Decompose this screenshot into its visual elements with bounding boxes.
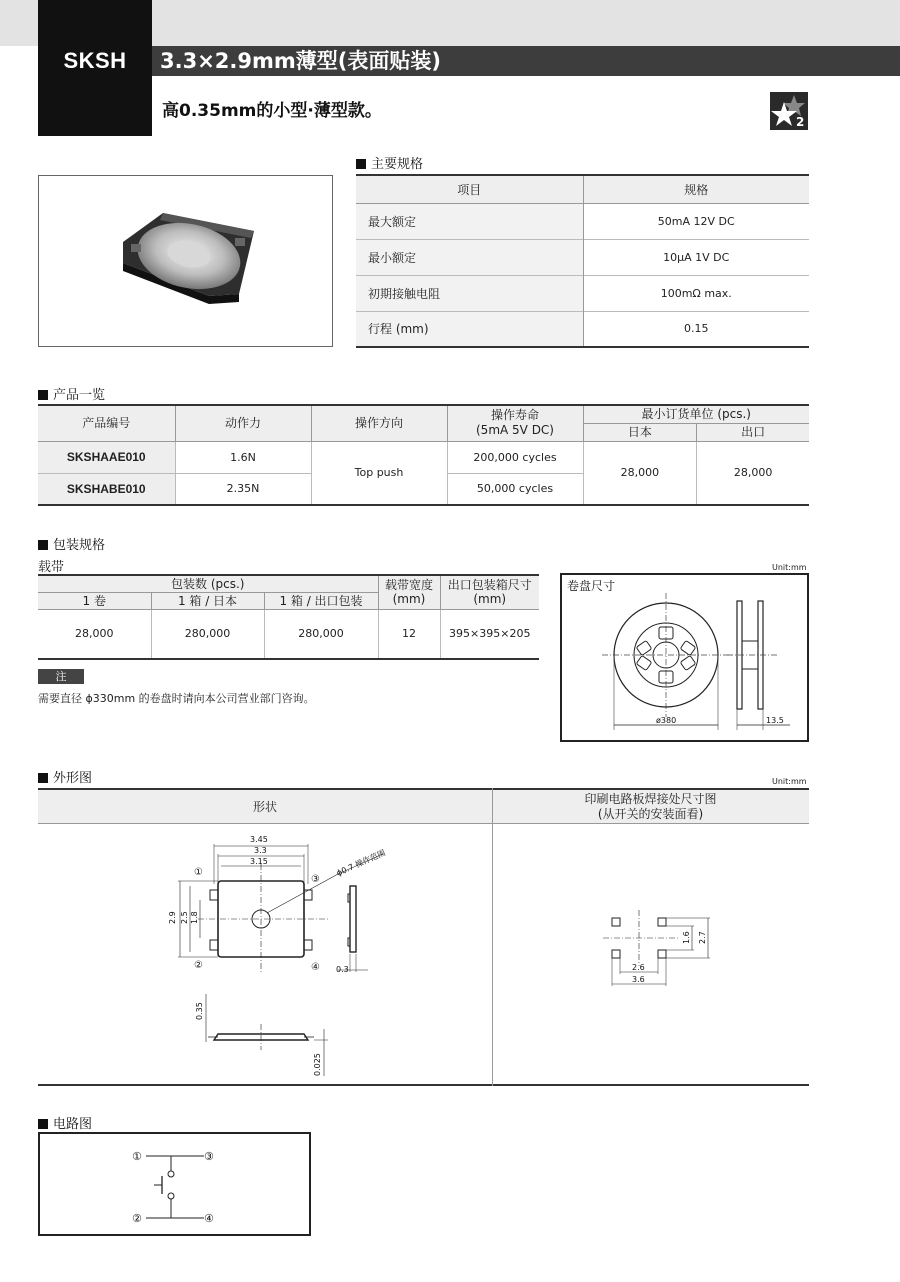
dim-w3: 3.15 — [250, 857, 268, 866]
table-row: 最小额定 10μA 1V DC — [356, 239, 809, 275]
dim-w2: 3.3 — [254, 846, 267, 855]
terminal-3: ③ — [204, 1150, 214, 1163]
pin-3: ③ — [311, 874, 320, 885]
pcb-dim-b: 2.7 — [698, 931, 707, 944]
table-row: 初期接触电阻 100mΩ max. — [356, 275, 809, 311]
product-photo — [38, 175, 333, 347]
square-bullet-icon — [38, 773, 48, 783]
reel-title: 卷盘尺寸 — [567, 579, 616, 593]
product-title: 3.3×2.9mm薄型(表面贴装) — [152, 46, 900, 76]
col-code: 产品编号 — [38, 405, 175, 441]
table-row: 最大额定 50mA 12V DC — [356, 203, 809, 239]
table-row: 行程 (mm) 0.15 — [356, 311, 809, 347]
note-tag: 注 — [38, 669, 84, 684]
col-box-jp: 1 箱 / 日本 — [151, 592, 264, 609]
packaging-heading: 包装规格 — [38, 534, 105, 553]
col-box-dim: 出口包装箱尺寸 (mm) — [440, 575, 539, 609]
terminal-1: ① — [132, 1150, 142, 1163]
product-code: SKSHAAE010 — [38, 441, 175, 473]
table-row: SKSHAAE010 1.6N Top push 200,000 cycles 28,000 28,000 — [38, 441, 809, 473]
outline-drawings — [38, 824, 809, 1086]
terminal-4: ④ — [204, 1212, 214, 1225]
badge-number: 2 — [796, 115, 805, 129]
col-moq: 最小订货单位 (pcs.) — [583, 405, 809, 423]
dim-tb: 0.025 — [313, 1053, 322, 1076]
pin-2: ② — [194, 960, 203, 971]
outline-divider — [492, 788, 493, 1086]
square-bullet-icon — [38, 390, 48, 400]
col-japan: 日本 — [583, 423, 697, 441]
reel-diagram — [560, 573, 809, 742]
outline-drawing — [38, 824, 809, 1084]
star-icon — [770, 92, 808, 130]
square-bullet-icon — [38, 540, 48, 550]
col-reel: 1 卷 — [38, 592, 151, 609]
col-qty: 包装数 (pcs.) — [38, 575, 378, 592]
pcb-dim-c: 2.6 — [632, 963, 645, 972]
circuit-diagram — [38, 1132, 311, 1236]
pcb-dim-d: 3.6 — [632, 975, 645, 984]
circuit-drawing — [40, 1134, 309, 1234]
outline-unit: Unit:mm — [772, 777, 807, 786]
pin-1: ① — [194, 867, 203, 878]
dim-w1: 3.45 — [250, 835, 268, 844]
dim-h1: 2.9 — [168, 911, 177, 924]
main-specs-heading: 主要规格 — [356, 153, 423, 172]
table-row: 28,000 280,000 280,000 12 395×395×205 — [38, 609, 539, 659]
col-life: 操作寿命 (5mA 5V DC) — [447, 405, 583, 441]
outline-header — [38, 788, 809, 824]
col-item: 项目 — [356, 175, 583, 203]
switch-photo-image — [39, 176, 332, 346]
col-tape-width: 载带宽度 (mm) — [378, 575, 440, 609]
dim-h2: 2.5 — [180, 911, 189, 924]
square-bullet-icon — [356, 159, 366, 169]
packaging-sub: 载带 — [38, 560, 65, 575]
col-direction: 操作方向 — [311, 405, 447, 441]
products-heading: 产品一览 — [38, 384, 105, 403]
outline-heading: 外形图 — [38, 767, 92, 786]
col-export: 出口 — [697, 423, 809, 441]
pcb-dim-a: 1.6 — [682, 931, 691, 944]
col-force: 动作力 — [175, 405, 311, 441]
model-code: SKSH — [63, 48, 127, 73]
rating-badge — [770, 92, 808, 130]
packaging-table — [38, 574, 539, 660]
product-code: SKSHABE010 — [38, 473, 175, 505]
reel-unit: Unit:mm — [772, 563, 807, 572]
col-shape: 形状 — [252, 800, 277, 814]
product-subtitle: 高0.35mm的小型·薄型款。 — [162, 101, 382, 121]
export-qty: 28,000 — [697, 441, 809, 505]
table-row: SKSHABE010 2.35N 50,000 cycles — [38, 473, 809, 505]
col-pcb: 印刷电路板焊接处尺寸图 (从开关的安装面看) — [584, 792, 717, 821]
dim-t: 0.3 — [336, 965, 349, 974]
reel-width: 13.5 — [766, 716, 784, 725]
col-spec: 规格 — [583, 175, 809, 203]
dim-th: 0.35 — [195, 1002, 204, 1020]
reel-diameter: ø380 — [656, 716, 677, 725]
direction-cell: Top push — [311, 441, 447, 505]
square-bullet-icon — [38, 1119, 48, 1129]
model-box — [38, 0, 152, 136]
dim-h3: 1.8 — [190, 911, 199, 924]
circuit-heading: 电路图 — [38, 1113, 92, 1132]
pin-4: ④ — [311, 962, 320, 973]
col-box-exp: 1 箱 / 出口包装 — [264, 592, 378, 609]
dim-op: ϕ0.7 操作范围 — [335, 848, 387, 878]
terminal-2: ② — [132, 1212, 142, 1225]
japan-qty: 28,000 — [583, 441, 697, 505]
main-specs-table — [356, 174, 809, 348]
note-text: 需要直径 ϕ330mm 的卷盘时请向本公司营业部门咨询。 — [38, 692, 315, 705]
products-table — [38, 404, 809, 506]
reel-drawing — [562, 575, 807, 740]
